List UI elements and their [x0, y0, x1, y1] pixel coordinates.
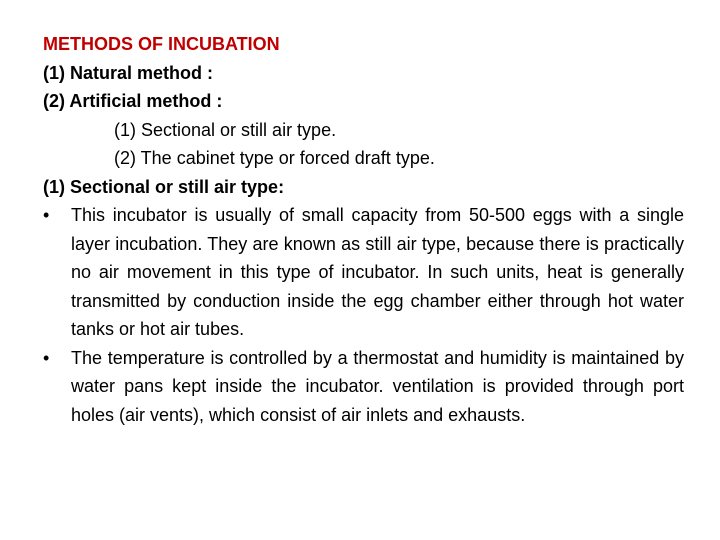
artificial-type-cabinet: (2) The cabinet type or forced draft type. [114, 148, 435, 168]
bullet-item-temperature [43, 344, 684, 430]
bullet-icon: • [43, 205, 50, 225]
bullet-icon: • [43, 347, 50, 368]
slide-content [43, 30, 684, 429]
page-title: METHODS OF INCUBATION [43, 34, 280, 54]
method-artificial: (2) Artificial method : [43, 91, 223, 111]
bullet-text: This incubator is usually of small capacity from 50-500 eggs with a single layer incubation. They are known as still air type, because there is practically no air movement in this type of incubator. In such units, heat is generally transmitted by conduction inside the egg chamber either through hot water tanks or hot air tubes. [71, 205, 684, 339]
method-natural: (1) Natural method : [43, 62, 214, 83]
artificial-type-sectional: (1) Sectional or still air type. [114, 119, 337, 140]
bullet-text: The temperature is controlled by a thermostat and humidity is maintained by water pans kept inside the incubator. ventilation is provided through port holes (air vents), which consist of air inlets and exhausts. [71, 347, 684, 425]
bullet-item-capacity [43, 201, 684, 344]
section-heading: (1) Sectional or still air type: [43, 176, 285, 197]
